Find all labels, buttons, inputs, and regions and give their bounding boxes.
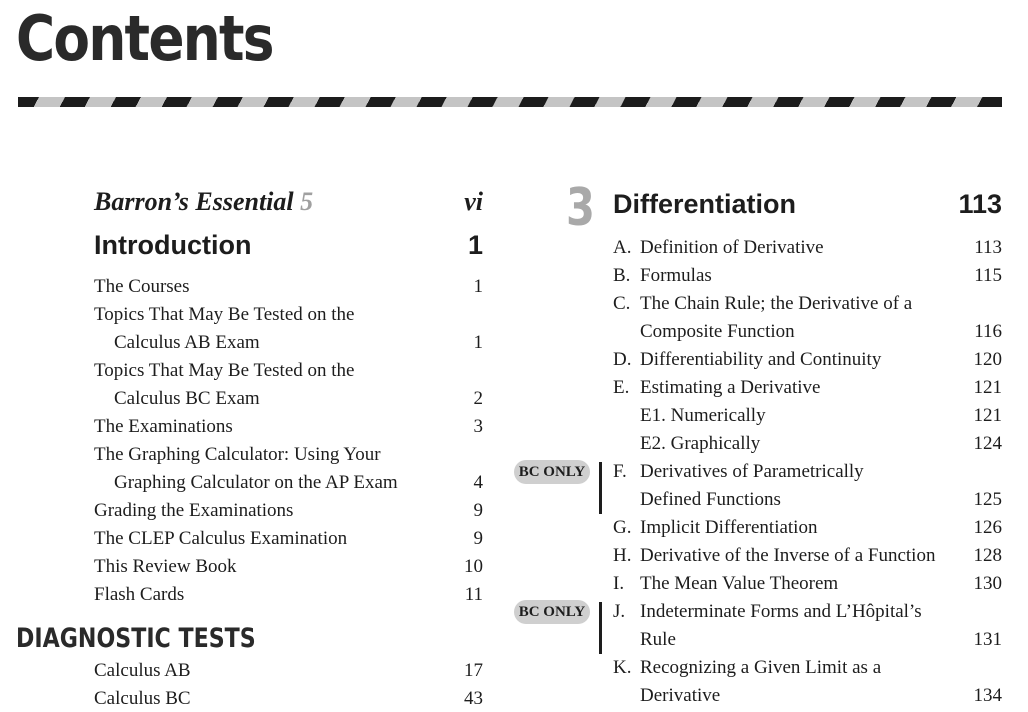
toc-section-line[interactable]: The Mean Value Theorem: [640, 573, 839, 594]
toc-section-line[interactable]: Indeterminate Forms and L’Hôpital’s: [640, 601, 922, 622]
toc-entry-line[interactable]: Grading the Examinations: [94, 500, 294, 521]
toc-entry-line[interactable]: Flash Cards: [94, 584, 185, 605]
toc-section-page: 128: [973, 545, 1002, 566]
toc-section-page: 125: [973, 489, 1002, 510]
chapter-page: 113: [958, 189, 1002, 219]
toc-section-letter: A.: [613, 237, 632, 258]
chapter-number: 3: [566, 178, 595, 238]
toc-section-page: 121: [973, 377, 1002, 398]
toc-section-line[interactable]: Derivatives of Parametrically: [640, 461, 864, 482]
toc-entry-line[interactable]: Calculus BC Exam: [114, 388, 260, 409]
toc-section-line[interactable]: Formulas: [640, 265, 712, 286]
toc-entry-page: 4: [473, 472, 483, 493]
toc-section-page: 130: [973, 573, 1002, 594]
toc-section-page: 113: [974, 237, 1002, 258]
toc-section-page: 134: [973, 685, 1002, 706]
essential-heading[interactable]: [94, 186, 313, 218]
toc-entry-line[interactable]: Topics That May Be Tested on the: [94, 360, 355, 381]
bc-only-badge: BC ONLY: [514, 460, 590, 484]
toc-section-letter: F.: [613, 461, 627, 482]
diagnostic-entry-page: 17: [464, 660, 483, 681]
bc-only-bar: [599, 462, 602, 514]
toc-section-line[interactable]: Definition of Derivative: [640, 237, 824, 258]
toc-section-letter: G.: [613, 517, 632, 538]
introduction-heading[interactable]: Introduction: [94, 230, 252, 260]
toc-section-line[interactable]: The Chain Rule; the Derivative of a: [640, 293, 913, 314]
toc-section-letter: E.: [613, 377, 630, 398]
toc-entry-page: 9: [473, 500, 483, 521]
toc-section-line[interactable]: Rule: [640, 629, 676, 650]
toc-entry-line[interactable]: Graphing Calculator on the AP Exam: [114, 472, 398, 493]
toc-entry-line[interactable]: The Courses: [94, 276, 190, 297]
toc-section-letter: K.: [613, 657, 632, 678]
toc-section-line[interactable]: Derivative: [640, 685, 721, 706]
toc-entry-page: 9: [473, 528, 483, 549]
toc-section-line[interactable]: Derivative of the Inverse of a Function: [640, 545, 936, 566]
toc-section-page: 121: [973, 405, 1002, 426]
toc-entry-page: 11: [464, 584, 483, 605]
toc-entry-line[interactable]: The CLEP Calculus Examination: [94, 528, 348, 549]
diagnostic-entry[interactable]: Calculus BC: [94, 688, 191, 709]
toc-section-page: 126: [973, 517, 1002, 538]
toc-entry-line[interactable]: This Review Book: [94, 556, 237, 577]
bc-only-bar: [599, 602, 602, 654]
toc-section-line[interactable]: E2. Graphically: [640, 433, 761, 454]
essential-number: 5: [300, 187, 314, 216]
toc-entry-line[interactable]: The Graphing Calculator: Using Your: [94, 444, 381, 465]
toc-entry-page: 1: [473, 276, 483, 297]
header-divider: [18, 97, 1002, 107]
toc-entry-line[interactable]: The Examinations: [94, 416, 233, 437]
toc-section-line[interactable]: Composite Function: [640, 321, 795, 342]
toc-section-page: 115: [974, 265, 1002, 286]
toc-entry-line[interactable]: Topics That May Be Tested on the: [94, 304, 355, 325]
toc-section-letter: B.: [613, 265, 631, 286]
essential-label: Barron’s Essential: [94, 187, 294, 216]
toc-entry-line[interactable]: Calculus AB Exam: [114, 332, 260, 353]
page-title: Contents: [16, 2, 273, 75]
toc-section-page: 116: [974, 321, 1002, 342]
toc-section-line[interactable]: Recognizing a Given Limit as a: [640, 657, 882, 678]
toc-section-page: 120: [973, 349, 1002, 370]
toc-section-line[interactable]: Estimating a Derivative: [640, 377, 821, 398]
toc-section-page: 124: [973, 433, 1002, 454]
toc-section-letter: I.: [613, 573, 625, 594]
toc-entry-page: 1: [473, 332, 483, 353]
toc-section-letter: H.: [613, 545, 632, 566]
diagnostic-entry-page: 43: [464, 688, 483, 709]
toc-section-line[interactable]: E1. Numerically: [640, 405, 766, 426]
toc-section-letter: D.: [613, 349, 632, 370]
diagnostic-tests-heading[interactable]: DIAGNOSTIC TESTS: [16, 623, 256, 654]
toc-section-line[interactable]: Implicit Differentiation: [640, 517, 818, 538]
toc-section-letter: J.: [613, 601, 626, 622]
toc-section-line[interactable]: Defined Functions: [640, 489, 781, 510]
bc-only-badge: BC ONLY: [514, 600, 590, 624]
chapter-title[interactable]: Differentiation: [613, 189, 797, 219]
introduction-page: 1: [467, 230, 483, 260]
essential-page: vi: [464, 187, 483, 216]
toc-section-letter: C.: [613, 293, 631, 314]
toc-entry-page: 3: [473, 416, 483, 437]
toc-section-page: 131: [973, 629, 1002, 650]
toc-section-line[interactable]: Differentiability and Continuity: [640, 349, 882, 370]
toc-entry-page: 10: [464, 556, 483, 577]
diagnostic-entry[interactable]: Calculus AB: [94, 660, 191, 681]
toc-entry-page: 2: [473, 388, 483, 409]
